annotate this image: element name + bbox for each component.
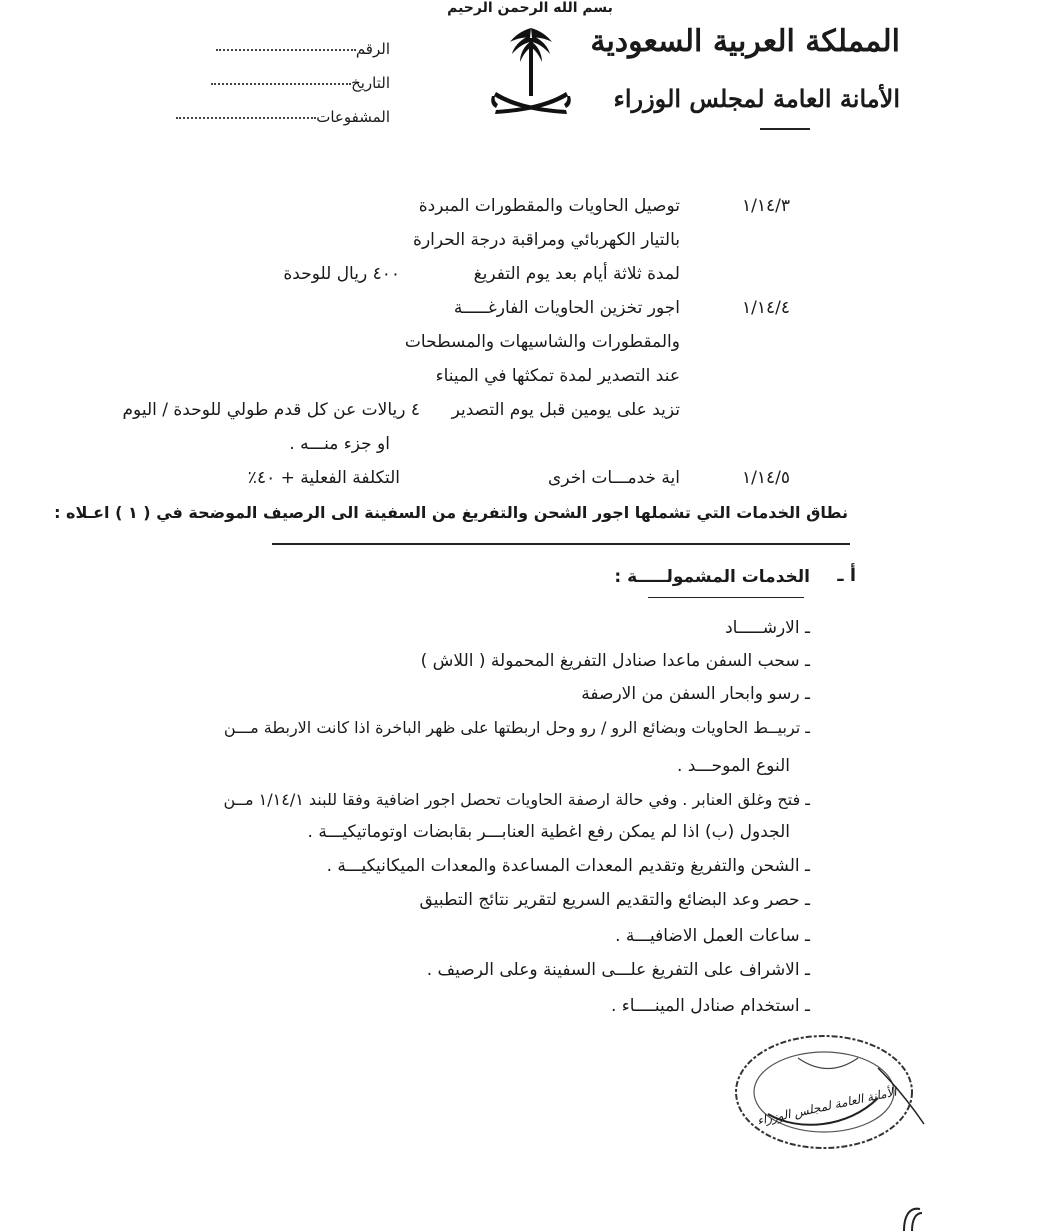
list-item: ـ حصر وعد البضائع والتقديم السريع لتقرير نتائج التطبيق [419,890,810,910]
item-line: اية خدمـــات اخرى [548,468,680,488]
item-line: تزيد على يومين قبل يوم التصدير [451,400,680,420]
list-item: ـ سحب السفن ماعدا صنادل التفريغ المحمولة ( اللاش ) [420,651,810,671]
item-line: عند التصدير لمدة تمكثها في الميناء [435,366,680,386]
bullet-dash: ـ [799,651,810,671]
bullet-dash: ـ [799,684,810,704]
bullet-dash: ـ [800,790,810,809]
bullet-dash: ـ [799,890,810,910]
stamp-text: الأمانة العامة لمجلس الوزراء [755,1084,898,1128]
bullet-dash: ـ [799,618,810,638]
section-title: الخدمات المشمولـــــة : [614,567,810,587]
item-fee-continued: او جزء منـــه . [289,434,390,454]
item-code: ١/١٤/٤ [742,298,790,318]
list-item: ـ الارشـــــاد [725,618,810,638]
item-line: والمقطورات والشاسيهات والمسطحات [404,332,680,352]
divider [272,543,850,545]
saudi-emblem-icon [488,22,574,126]
kingdom-title: المملكة العربية السعودية [590,24,900,59]
list-item: ـ الاشراف على التفريغ علـــى السفينة وعلى الرصيف . [426,960,810,980]
bullet-dash: ـ [800,718,810,737]
bullet-dash: ـ [799,926,810,946]
list-item-continued: النوع الموحـــد . [676,756,790,776]
item-line: توصيل الحاويات والمقطورات المبردة [418,196,680,216]
field-attachments: المشفوعات [160,108,390,126]
scope-heading: نطاق الخدمات التي تشملها اجور الشحن والتفريغ من السفينة الى الرصيف الموضحة في ( ١ ) اعـلاه : [54,503,848,522]
item-fee: ٤٠٠ ريال للوحدة [283,264,400,284]
page-edge-mark-icon [900,1205,924,1231]
bullet-dash: ـ [799,856,810,876]
section-underline [648,597,804,598]
list-item: ـ تربيــط الحاويات وبضائع الرو / رو وحل اربطتها على ظهر الباخرة اذا كانت الاربطة مـــن [223,718,810,737]
official-stamp-icon [728,1028,928,1158]
item-code: ١/١٤/٥ [742,468,790,488]
section-marker: أ ـ [837,565,856,586]
list-item: ـ رسو وابحار السفن من الارصفة [581,684,810,704]
list-item: ـ استخدام صنادل المينــــاء . [610,996,810,1016]
item-fee: ٤ ريالات عن كل قدم طولي للوحدة / اليوم [122,400,420,420]
item-code: ١/١٤/٣ [742,196,790,216]
bullet-dash: ـ [799,996,810,1016]
list-item: ـ فتح وغلق العنابر . وفي حالة ارصفة الحاويات تحصل اجور اضافية وفقا للبند ١/١٤/١ مــن [223,790,810,809]
item-fee: التكلفة الفعلية + ٤٠٪ [247,468,400,488]
field-date: التاريخ [160,74,390,92]
list-item-continued: الجدول (ب) اذا لم يمكن رفع اغطية العنابـــر بقابضات اوتوماتيكيـــة . [307,822,790,842]
basmala: بسم الله الرحمن الرحيم [447,0,613,16]
item-line: بالتيار الكهربائي ومراقبة درجة الحرارة [413,230,680,250]
list-item: ـ الشحن والتفريغ وتقديم المعدات المساعدة والمعدات الميكانيكيـــة . [326,856,810,876]
item-line: لمدة ثلاثة أيام بعد يوم التفريغ [473,264,680,284]
title-underline [760,128,810,130]
field-number: الرقم [160,40,390,58]
list-item: ـ ساعات العمل الاضافيـــة . [615,926,810,946]
secretariat-title: الأمانة العامة لمجلس الوزراء [613,84,900,113]
item-line: اجور تخزين الحاويات الفارغـــــة [453,298,680,318]
bullet-dash: ـ [799,960,810,980]
